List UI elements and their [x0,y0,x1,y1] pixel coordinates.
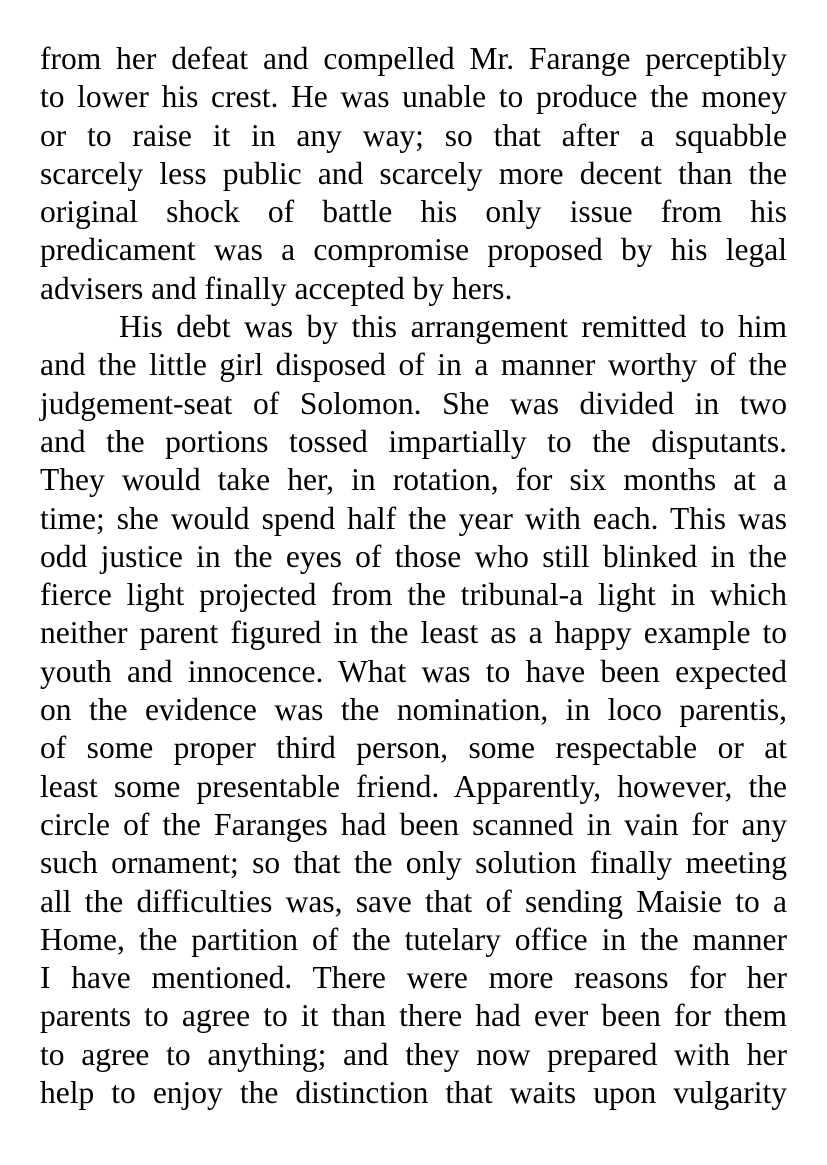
text-line: circle of the Faranges had been scanned in vain for any [40,806,787,842]
text-line: from her defeat and compelled Mr. Farange perceptibly [40,41,787,76]
text-line: original shock of battle his only issue from his [40,194,787,230]
text-line: odd justice in the eyes of those who still blinked in the [40,538,787,574]
text-line: parents to agree to it than there had ever been for them [40,998,787,1034]
text-line: predicament was a compromise proposed by his legal [40,232,787,268]
text-line: advisers and finally accepted by hers. [40,270,513,306]
text-line: I have mentioned. There were more reasons for her [40,960,787,996]
text-line: or to raise it in any way; so that after a squabble [40,117,787,153]
document-page [40,40,787,1112]
paragraph-2 [40,308,787,1112]
text-line: of some proper third person, some respectable or at [40,730,787,766]
text-line: on the evidence was the nomination, in loco parentis, [40,692,787,728]
text-line: His debt was by this arrangement remitted to him [119,309,787,345]
text-line: to agree to anything; and they now prepared with her [40,1036,787,1072]
text-line: help to enjoy the distinction that waits upon vulgarity [40,1075,787,1111]
text-line: such ornament; so that the only solution finally meeting [40,845,787,881]
text-line: They would take her, in rotation, for six months at a [40,462,787,498]
text-line: time; she would spend half the year with each. This was [40,500,787,536]
text-line: and the little girl disposed of in a manner worthy of the [40,347,787,383]
text-line: neither parent figured in the least as a happy example to [40,615,787,651]
text-line: least some presentable friend. Apparently, however, the [40,768,787,804]
text-line: to lower his crest. He was unable to produce the money [40,79,787,115]
text-line: scarcely less public and scarcely more decent than the [40,155,787,191]
text-line: fierce light projected from the tribunal-a light in which [40,577,787,613]
paragraph-1 [40,40,787,308]
text-line: Home, the partition of the tutelary office in the manner [40,921,787,957]
text-line: judgement-seat of Solomon. She was divided in two [40,385,787,421]
text-line: all the difficulties was, save that of sending Maisie to a [40,883,787,919]
text-line: youth and innocence. What was to have been expected [40,653,787,689]
text-line: and the portions tossed impartially to the disputants. [40,423,787,459]
